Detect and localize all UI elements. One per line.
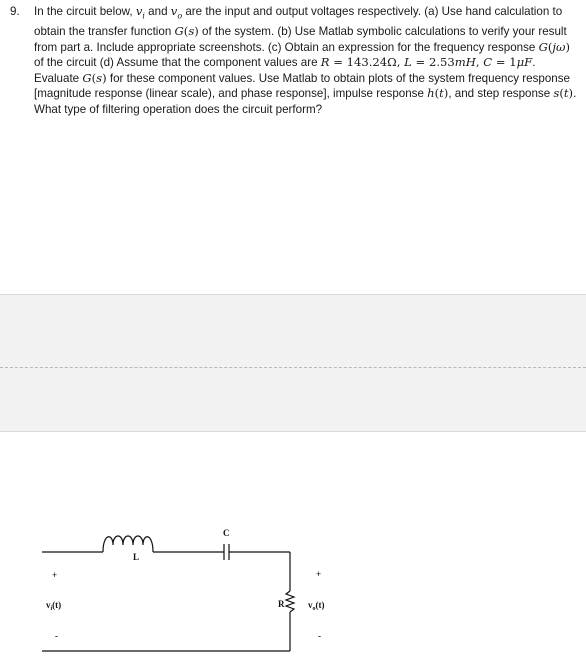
math-token: jω: [552, 39, 566, 54]
question-text-run: , and step response: [448, 87, 554, 101]
question-text-run: are the input and output voltages respectively. (a) Use hand calculation to obtain the transfer function: [34, 5, 563, 38]
output-voltage-symbol: v: [308, 600, 313, 610]
math-token: = 2.53: [411, 55, 455, 70]
math-token: (: [559, 86, 564, 101]
math-token: mH: [454, 55, 476, 70]
math-token: t: [563, 86, 569, 101]
question-text-run: . What type of filtering operation does the circuit perform?: [34, 87, 577, 116]
input-minus-sign: -: [55, 631, 58, 641]
input-voltage-arg: (t): [52, 600, 62, 610]
math-token: = 1: [492, 55, 517, 70]
math-token: (: [434, 86, 440, 101]
answer-divider: [0, 367, 586, 368]
math-token: L: [404, 55, 412, 70]
math-token: ): [565, 39, 570, 54]
math-token: ): [568, 86, 574, 101]
question-text: [34, 4, 580, 117]
question-text-run: of the circuit (d) Assume that the component values are: [34, 56, 321, 70]
question-text-run: for these component values. Use Matlab to obtain plots of the system frequency response [magnitude response (linear scale), and phase response], impulse response: [34, 71, 570, 101]
circuit-diagram: [0, 440, 586, 661]
input-voltage-symbol: v: [46, 600, 51, 610]
math-token: ): [102, 70, 107, 85]
math-token: G: [82, 70, 92, 85]
math-token: ): [194, 23, 199, 38]
input-plus-sign: +: [52, 570, 58, 580]
question-text-run: . Evaluate: [34, 56, 536, 85]
math-token: R: [320, 55, 330, 70]
math-token: v: [170, 4, 178, 18]
input-voltage-label: [46, 600, 61, 612]
math-token: i: [142, 11, 145, 21]
question-number: 9.: [10, 5, 20, 18]
math-token: ): [443, 86, 449, 101]
output-voltage-label: [308, 600, 325, 612]
math-token: μF: [516, 55, 533, 70]
math-token: (: [183, 23, 189, 38]
resistor-label: R: [278, 599, 285, 609]
question-text-run: and: [144, 5, 171, 18]
inductor-label: L: [133, 552, 140, 562]
capacitor-label: C: [223, 528, 230, 538]
math-token: v: [135, 4, 143, 18]
question-text-run: In the circuit below,: [34, 5, 136, 18]
question-text-run: of the system. (b) Use Matlab symbolic calculations to verify your result from part a. Include appropriate screenshots. (c) Obtain an expression for the frequency response: [34, 24, 567, 54]
output-voltage-subscript: o: [312, 606, 316, 612]
math-token: = 143.24Ω,: [329, 55, 405, 70]
math-token: s: [96, 70, 103, 85]
math-token: o: [177, 11, 183, 21]
math-token: (: [91, 70, 97, 85]
output-plus-sign: +: [316, 569, 322, 579]
question-block: [10, 4, 580, 117]
math-token: G: [174, 23, 184, 38]
math-token: s: [188, 23, 195, 38]
math-token: t: [439, 86, 444, 101]
resistor-zigzag: [286, 591, 294, 612]
inductor-coil: [103, 536, 153, 552]
math-token: C: [483, 55, 493, 70]
math-token: s: [553, 86, 560, 101]
math-token: G: [538, 39, 548, 54]
answer-area: [0, 294, 586, 432]
output-minus-sign: -: [318, 631, 321, 641]
math-token: ,: [475, 55, 484, 70]
math-token: h: [427, 86, 435, 101]
circuit-svg: [0, 440, 586, 661]
math-token: (: [547, 39, 553, 54]
input-voltage-subscript: i: [50, 606, 53, 612]
output-voltage-arg: (t): [315, 600, 325, 610]
